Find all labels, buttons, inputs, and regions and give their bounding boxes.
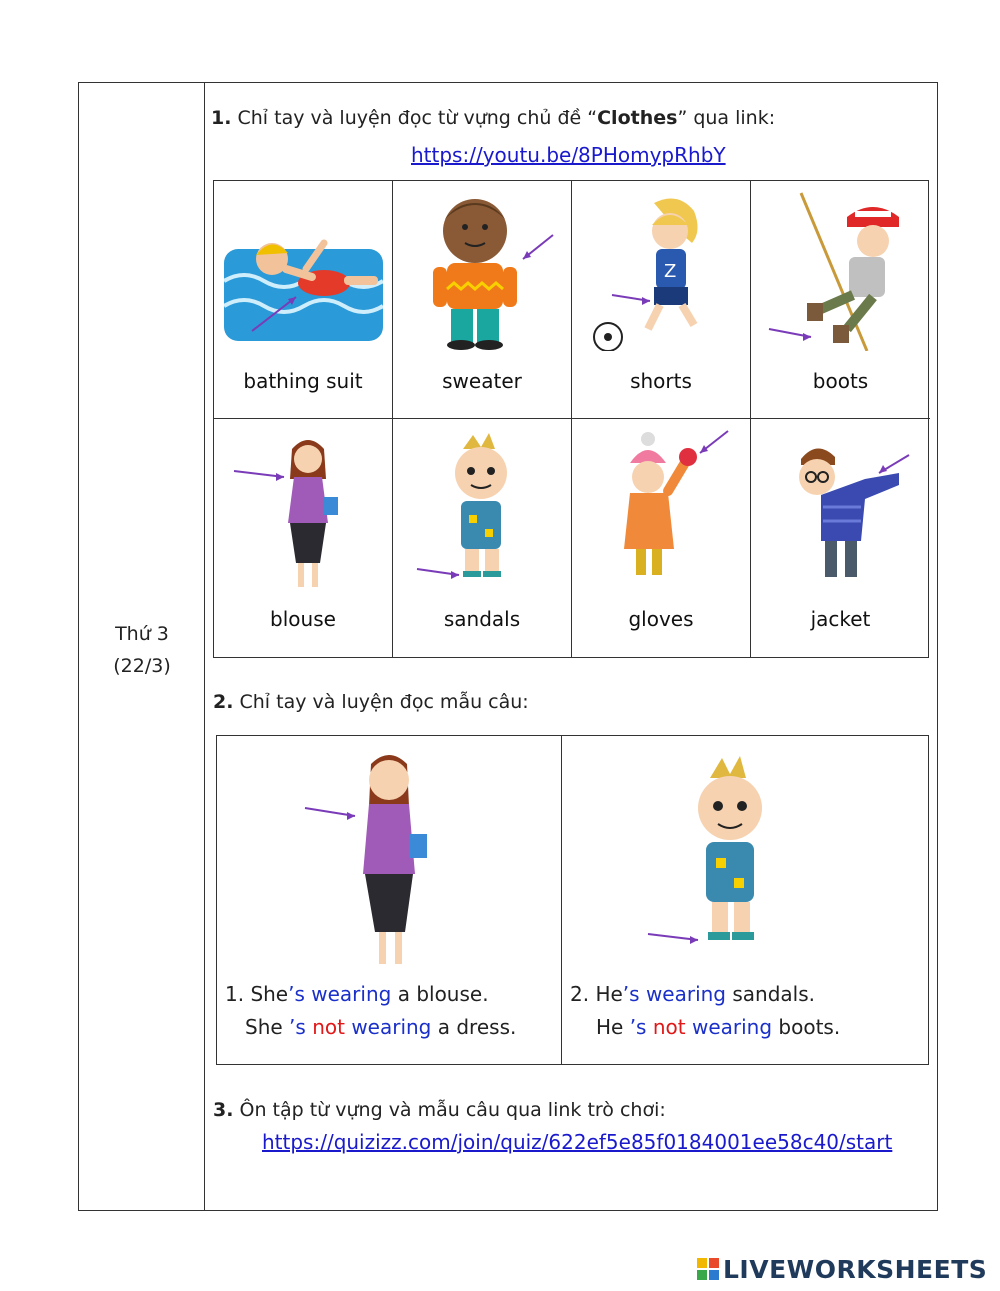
sentence-she-verb: wearing [311,982,392,1006]
vocab-card [393,181,572,419]
task2-number: 2. [213,691,234,713]
day-date: (22/3) [113,655,171,677]
sentence-he-neg-object: boots. [778,1015,841,1039]
sentence-he-negative [596,1015,840,1039]
vocab-word: bathing suit [243,369,363,393]
task1-text-after: ” qua link: [677,107,776,129]
sentence-he-object: sandals. [732,982,816,1006]
task1-topic: Clothes [597,107,678,129]
sentence-cell-he [562,736,927,1064]
sentence-he-neg-subject: He [596,1015,624,1039]
sentence-he-aux: ’s [622,982,640,1006]
sentence-she-subject: 1. She [225,982,289,1006]
sentence-she-neg-aux: ’s [289,1015,306,1039]
sentence-he-neg-aux: ’s [629,1015,647,1039]
task1-link-line [411,143,726,167]
task3-instruction [213,1099,666,1121]
climber-icon [761,191,920,351]
task3-text: Ôn tập từ vựng và mẫu câu qua link trò chơi: [239,1099,666,1121]
sentence-he-neg-word: not [652,1015,686,1039]
sentence-he-verb: wearing [645,982,727,1006]
swimmer-icon [224,191,383,351]
youtube-link[interactable]: https://youtu.be/8PHomypRhbY [411,143,726,167]
vocab-word: boots [812,369,869,393]
sentence-she-positive [225,982,489,1006]
task1-number: 1. [211,107,232,129]
vocab-word: gloves [628,607,694,631]
task3-number: 3. [213,1099,234,1121]
sentence-she-neg-object: a dress. [437,1015,517,1039]
boy-sandals-icon [642,754,802,954]
girl-gloves-icon [582,429,741,589]
task1-instruction [211,107,775,129]
vocab-card [214,181,393,419]
sentence-she-aux: ’s [288,982,305,1006]
vocab-card [572,419,751,657]
vocab-word: sweater [442,369,522,393]
sentence-she-neg-verb: wearing [351,1015,432,1039]
sentence-she-neg-subject: She [245,1015,283,1039]
sentence-she-object: a blouse. [397,982,489,1006]
sentence-he-subject: 2. He [570,982,623,1006]
task2-instruction [213,691,529,713]
column-divider [204,82,205,1211]
logo-text: LIVEWORKSHEETS [723,1254,988,1284]
logo-blocks-icon [697,1258,719,1280]
vocab-card [751,419,930,657]
liveworksheets-logo[interactable] [697,1254,987,1284]
boy-sandals-icon [403,429,562,589]
vocab-card [751,181,930,419]
quizizz-link[interactable]: https://quizizz.com/join/quiz/622ef5e85f0184001ee58c40/start [262,1130,893,1154]
boy-sweater-icon [403,191,562,351]
woman-blouse-icon [224,429,383,589]
svg-text:Z: Z [664,261,677,282]
boy-jacket-icon [761,429,920,589]
task2-text: Chỉ tay và luyện đọc mẫu câu: [239,691,529,713]
vocab-card [572,181,751,419]
day-label: Thứ 3 [115,623,169,645]
sentence-she-neg-word: not [312,1015,345,1039]
day-cell [80,618,204,682]
vocab-word: jacket [810,607,871,631]
task3-link-line [262,1130,892,1154]
vocab-word: shorts [630,369,692,393]
sentence-table [216,735,929,1065]
sentence-she-negative [245,1015,516,1039]
woman-blouse-icon [297,742,477,968]
vocab-card [214,419,393,657]
vocab-word: blouse [270,607,336,631]
sentence-he-positive [570,982,815,1006]
soccer-girl-icon [582,191,741,351]
task1-text-before: Chỉ tay và luyện đọc từ vựng chủ đề “ [237,107,598,129]
vocab-word: sandals [443,607,521,631]
sentence-cell-she [217,736,562,1064]
vocab-grid [213,180,929,658]
sentence-he-neg-verb: wearing [691,1015,773,1039]
vocab-card [393,419,572,657]
